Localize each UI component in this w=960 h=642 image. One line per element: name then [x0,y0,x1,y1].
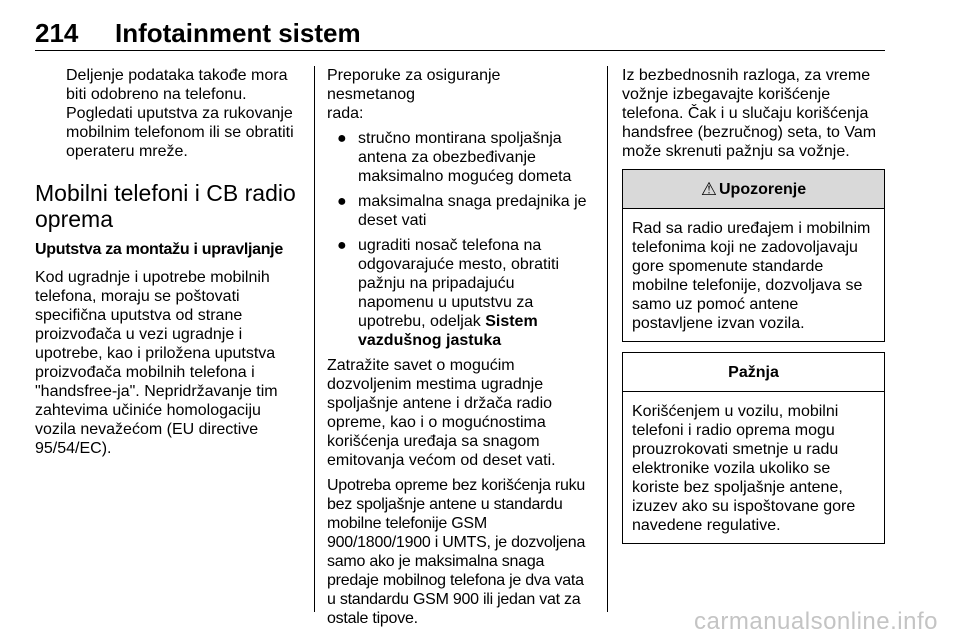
warning-box [622,169,885,342]
list-item [327,192,592,230]
notice-box-body [623,392,884,543]
text-line: telefonima koji ne zadovoljavaju [632,239,858,256]
text-line: Preporuke za osiguranje nesmetanog [327,67,501,103]
text-line: Pogledati uputstva za rukovanje [66,105,293,122]
text-line: rada: [327,105,364,122]
text-line: upotrebu, odeljak [358,313,486,330]
warning-icon: ⚠ [700,179,717,199]
notice-box-header [623,353,884,392]
text-line: maksimalno mogućeg dometa [358,168,572,185]
text-line: mobilnim telefonom ili se obratiti [66,124,294,141]
bullet-icon: ● [337,237,347,254]
text-line: stručno montirana spoljašnja [358,130,562,147]
watermark: carmanualsonline.info [694,608,938,635]
text-line: emitovanja većom od deset vati. [327,452,556,469]
text-line: elektronike vozila ukoliko se [632,460,831,477]
text-line: napomenu u uputstvu za [358,294,534,311]
installation-paragraph [35,268,303,458]
text-line: telefona, moraju se poštovati [35,288,240,305]
text-line: antena za obezbeđivanje [358,149,536,166]
safety-paragraph [622,66,885,161]
text-line: mobilne telefonije, dozvoljava se [632,277,863,294]
text-line: Iz bezbednosnih razloga, za vreme [622,67,871,84]
text-line: spoljašnje antene i držača radio [327,395,553,412]
text-line: samo uz pomoć antene [632,296,799,313]
recommendations-intro [327,66,592,123]
text-line: 900/1800/1900 i UMTS, je dozvoljena [327,534,586,551]
handsfree-paragraph [327,476,592,628]
recommendations-list [327,129,592,350]
text-line: "handsfree-ja". Nepridržavanje tim [35,383,278,400]
text-line: biti odobreno na telefonu. [66,86,247,103]
list-item [327,129,592,186]
text-line: telefona. Čak i u slučaju korišćenja [622,105,869,122]
bullet-icon: ● [337,130,347,147]
page-header [35,18,885,52]
column-2 [327,66,592,634]
text-line: Zatražite savet o mogućim [327,357,515,374]
text-line: vozila nevažećom (EU directive [35,421,259,438]
section-heading [35,180,303,232]
heading-line: Mobilni telefoni i CB radio [35,180,296,206]
data-sharing-note [66,66,303,161]
text-line: operateru mreže. [66,143,188,160]
column-divider-left [314,66,315,612]
column-1 [35,66,303,464]
text-line: mobilne telefonije GSM [327,515,487,532]
text-line: bez spoljašnje antene u standardu [327,496,563,513]
text-line: korišćenja uređaja sa snagom [327,433,540,450]
text-line: Rad sa radio uređajem i mobilnim [632,220,871,237]
text-line: opreme, kao i o mogućnostima [327,414,546,431]
text-line: u standardu GSM 900 ili jedan vat za [327,591,581,608]
text-line: telefoni i radio oprema mogu [632,422,835,439]
text-line: predaje mobilnog telefona je dva vata [327,572,584,589]
page-number: 214 [35,18,79,48]
column-divider-right [607,66,608,612]
heading-line: oprema [35,206,113,232]
text-line: Deljenje podataka takođe mora [66,67,288,84]
advice-paragraph [327,356,592,470]
text-line: izuzev ako su ispoštovane gore [632,498,856,515]
notice-box-title: Pažnja [728,363,779,381]
text-line: ugraditi nosač telefona na [358,237,542,254]
text-line: maksimalna snaga predajnika je [358,193,587,210]
page-title: Infotainment sistem [115,18,361,48]
text-line: Upotreba opreme bez korišćenja ruku [327,477,586,494]
text-line: koriste bez spoljašnje antene, [632,479,843,496]
text-line: proizvođača mobilnih telefona i [35,364,255,381]
warning-box-header [623,170,884,209]
cross-reference-link: vazdušnog jastuka [358,332,502,349]
text-line: upotrebe, kao i priložena uputstva [35,345,276,362]
text-line: specifična uputstva od strane [35,307,243,324]
text-line: gore spomenute standarde [632,258,824,275]
warning-box-body [623,209,884,341]
list-item [327,236,592,350]
text-line: proizvođača u vezi ugradnje i [35,326,243,343]
text-line: ostale tipove. [327,610,418,627]
text-line: pažnju na pripadajuću [358,275,515,292]
sub-heading: Uputstva za montažu i upravljanje [35,241,283,258]
text-line: vožnje izbegavajte korišćenje [622,86,831,103]
text-line: može skrenuti pažnju sa vožnje. [622,143,850,160]
text-line: odgovarajuće mesto, obratiti [358,256,559,273]
warning-box-title: Upozorenje [719,180,807,198]
text-line: Kod ugradnje i upotrebe mobilnih [35,269,270,286]
text-line: dozvoljenim mestima ugradnje [327,376,544,393]
text-line: deset vati [358,212,427,229]
bullet-icon: ● [337,193,347,210]
text-line: prouzrokovati smetnje u radu [632,441,839,458]
text-line: Korišćenjem u vozilu, mobilni [632,403,839,420]
notice-box [622,352,885,544]
column-3 [622,66,885,544]
header-rule [35,50,885,51]
text-line: zahtevima učiniće homologaciju [35,402,261,419]
text-line: postavljene izvan vozila. [632,315,805,332]
text-line: 95/54/EC). [35,440,112,457]
text-line: samo ako je maksimalna snaga [327,553,545,570]
text-line: navedene regulative. [632,517,781,534]
text-line: handsfree (bezručnog) seta, to Vam [622,124,877,141]
cross-reference-link: Sistem [485,313,538,330]
